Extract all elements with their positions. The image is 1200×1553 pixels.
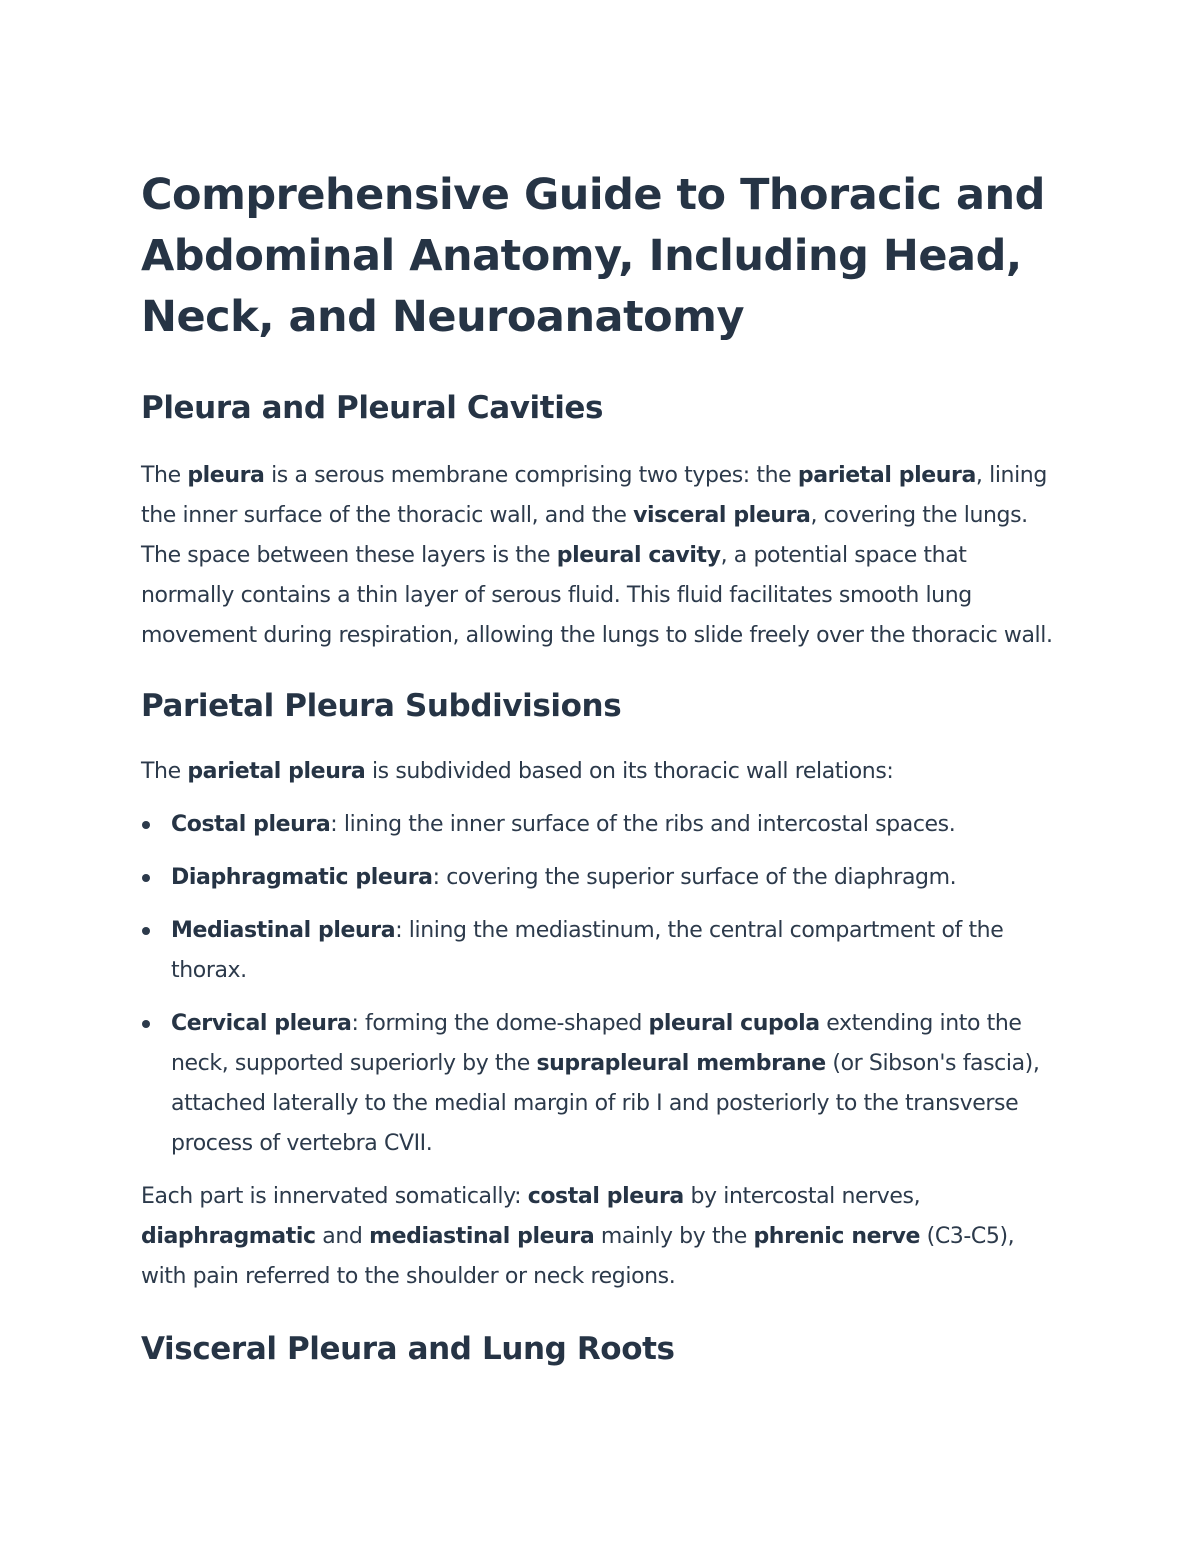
paragraph-pleura: The pleura is a serous membrane comprising two types: the parietal pleura, lining the inner surface of the thoracic wall, and the visceral pleura, covering the lungs. The space between these layers is the pleural cavity, a potential space that normally contains a thin layer of serous fluid. This fluid facilitates smooth lung movement during respiration, allowing the lungs to slide freely over the thoracic wall.	[141, 463, 1053, 648]
term-parietal-pleura: parietal pleura	[797, 463, 976, 488]
paragraph-parietal-intro: The parietal pleura is subdivided based on its thoracic wall relations:	[141, 759, 894, 784]
bullet-icon	[142, 821, 150, 829]
list-item: Diaphragmatic pleura: covering the superior surface of the diaphragm.	[141, 858, 1061, 898]
section-heading-parietal: Parietal Pleura Subdivisions	[141, 688, 622, 724]
section-heading-pleura: Pleura and Pleural Cavities	[141, 390, 604, 426]
document-page	[141, 165, 1061, 1369]
term-parietal-pleura: parietal pleura	[187, 759, 366, 784]
bullet-icon	[142, 927, 150, 935]
bullet-icon	[142, 1020, 150, 1028]
list-item: Cervical pleura: forming the dome-shaped pleural cupola extending into the neck, supported superiorly by the suprapleural membrane (or Sibson's fascia), attached laterally to the medial margin of rib I and posteriorly to the transverse process of vertebra CVII.	[141, 1004, 1061, 1164]
subdivision-list	[141, 805, 1061, 1164]
section-heading-visceral: Visceral Pleura and Lung Roots	[141, 1331, 675, 1367]
term-pleura: pleura	[187, 463, 265, 488]
list-item: Costal pleura: lining the inner surface of the ribs and intercostal spaces.	[141, 805, 1061, 845]
paragraph-innervation: Each part is innervated somatically: costal pleura by intercostal nerves, diaphragmatic and mediastinal pleura mainly by the phrenic nerve (C3-C5), with pain referred to the shoulder or neck regions.	[141, 1184, 1015, 1289]
bullet-icon	[142, 874, 150, 882]
list-item: Mediastinal pleura: lining the mediastinum, the central compartment of the thorax.	[141, 911, 1061, 991]
term-visceral-pleura: visceral pleura	[633, 503, 811, 528]
term-pleural-cavity: pleural cavity	[556, 543, 721, 568]
page-title: Comprehensive Guide to Thoracic and Abdominal Anatomy, Including Head, Neck, and Neuroanatomy	[141, 170, 1045, 342]
